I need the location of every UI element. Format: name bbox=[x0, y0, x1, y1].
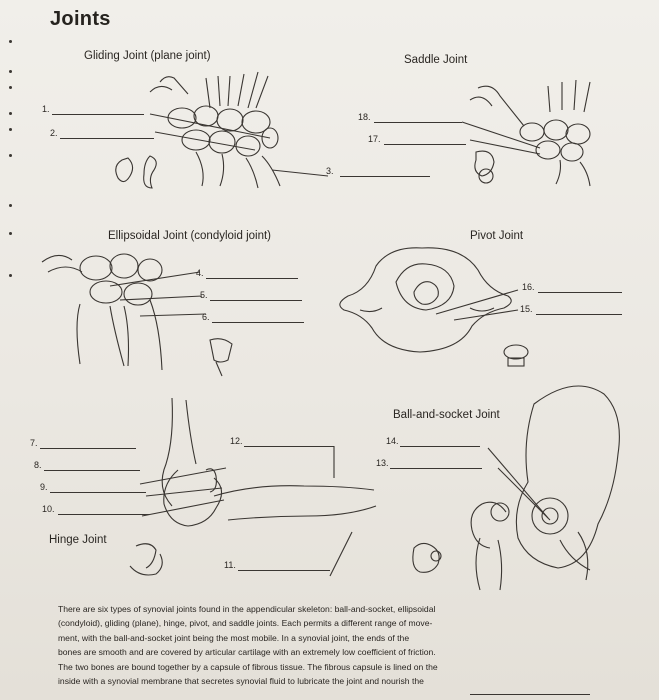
gliding-joint-title: Gliding Joint (plane joint) bbox=[84, 50, 211, 62]
label-2: 2. bbox=[50, 128, 58, 138]
label-3: 3. bbox=[326, 166, 334, 176]
gliding-joint-illustration bbox=[116, 72, 328, 188]
label-4: 4. bbox=[196, 268, 204, 278]
label-11: 11. bbox=[224, 560, 236, 570]
answer-line-12[interactable] bbox=[244, 446, 334, 447]
answer-line-5[interactable] bbox=[210, 300, 302, 301]
answer-line-6[interactable] bbox=[212, 322, 304, 323]
description-paragraph bbox=[58, 602, 528, 688]
label-13: 13. bbox=[376, 458, 389, 468]
answer-line-7[interactable] bbox=[40, 448, 136, 449]
answer-line-13[interactable] bbox=[390, 468, 482, 469]
pivot-joint-illustration bbox=[340, 248, 528, 366]
saddle-joint-title: Saddle Joint bbox=[404, 54, 468, 66]
label-18: 18. bbox=[358, 112, 371, 122]
label-1: 1. bbox=[42, 104, 50, 114]
pivot-joint-title: Pivot Joint bbox=[470, 230, 524, 242]
hinge-joint-title: Hinge Joint bbox=[49, 534, 107, 546]
paragraph-line: bones are smooth and are covered by articular cartilage with an extremely low coefficient of friction. bbox=[58, 647, 436, 658]
answer-line-10[interactable] bbox=[58, 514, 150, 515]
label-15: 15. bbox=[520, 304, 533, 314]
answer-line-4[interactable] bbox=[206, 278, 298, 279]
answer-line-1[interactable] bbox=[52, 114, 144, 115]
label-14: 14. bbox=[386, 436, 399, 446]
paragraph-line: The two bones are bound together by a capsule of fibrous tissue. The fibrous capsule is lined on the bbox=[58, 661, 438, 672]
answer-line-8[interactable] bbox=[44, 470, 140, 471]
ellipsoidal-joint-title: Ellipsoidal Joint (condyloid joint) bbox=[108, 230, 271, 242]
answer-line-16[interactable] bbox=[538, 292, 622, 293]
page-title: Joints bbox=[50, 8, 111, 30]
answer-line-15[interactable] bbox=[536, 314, 622, 315]
answer-line-3[interactable] bbox=[340, 176, 430, 177]
label-12: 12. bbox=[230, 436, 243, 446]
paragraph-answer-line[interactable] bbox=[470, 694, 590, 695]
saddle-joint-illustration bbox=[462, 80, 590, 186]
answer-line-18[interactable] bbox=[374, 122, 462, 123]
label-5: 5. bbox=[200, 290, 208, 300]
answer-line-11[interactable] bbox=[238, 570, 330, 571]
answer-line-14[interactable] bbox=[400, 446, 480, 447]
label-16: 16. bbox=[522, 282, 535, 292]
label-9: 9. bbox=[40, 482, 48, 492]
paragraph-line: ment, with the ball-and-socket joint being the most mobile. In a synovial joint, the ends of the bbox=[58, 632, 410, 643]
paragraph-line: inside with a synovial membrane that secretes synovial fluid to lubricate the joint and nourish the bbox=[58, 676, 424, 687]
label-10: 10. bbox=[42, 504, 55, 514]
label-8: 8. bbox=[34, 460, 42, 470]
answer-line-9[interactable] bbox=[50, 492, 146, 493]
ball-socket-joint-title: Ball-and-socket Joint bbox=[393, 409, 500, 421]
paragraph-line: (condyloid), gliding (plane), hinge, pivot, and saddle joints. Each permits a different range of move- bbox=[58, 618, 433, 629]
answer-line-17[interactable] bbox=[384, 144, 466, 145]
hinge-joint-illustration bbox=[130, 398, 376, 576]
label-6: 6. bbox=[202, 312, 210, 322]
answer-line-2[interactable] bbox=[60, 138, 154, 139]
paragraph-line: There are six types of synovial joints found in the appendicular skeleton: ball-and-socket, ellipsoidal bbox=[58, 604, 436, 614]
ball-socket-joint-illustration bbox=[413, 386, 620, 590]
label-7: 7. bbox=[30, 438, 38, 448]
label-17: 17. bbox=[368, 134, 381, 144]
